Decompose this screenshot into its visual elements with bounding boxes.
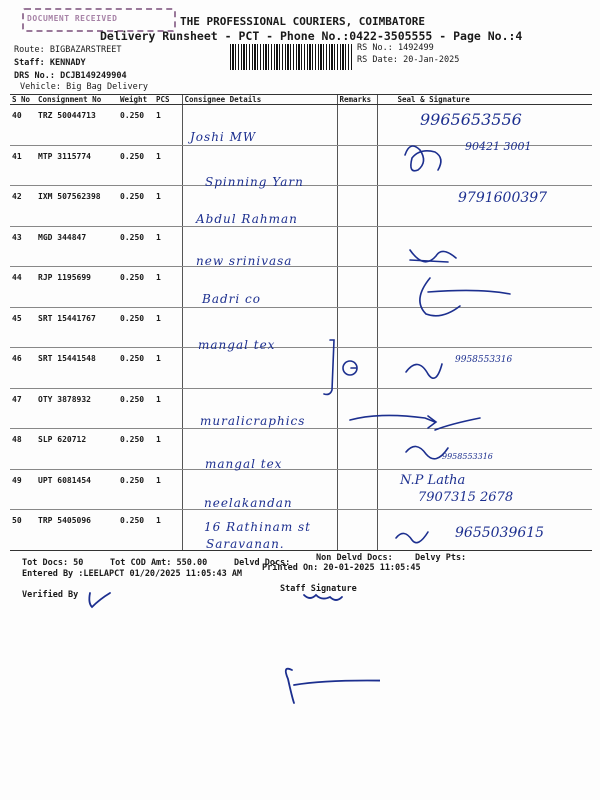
stamp-text: DOCUMENT RECEIVED — [27, 14, 118, 23]
weight: 0.250 — [118, 307, 154, 348]
rs-date-line — [357, 55, 459, 65]
weight: 0.250 — [118, 267, 154, 308]
rs-no-label: RS No.: — [357, 43, 393, 53]
staff-signature-label: Staff Signature — [280, 584, 357, 594]
weight: 0.250 — [118, 226, 154, 267]
pcs: 1 — [154, 105, 182, 146]
sno: 50 — [10, 510, 36, 551]
col-weight: Weight — [118, 95, 154, 105]
handwritten-signature: 7907315 2678 — [418, 490, 514, 505]
delvy-pts: Delvy Pts: — [415, 553, 467, 563]
route-value: BIGBAZARSTREET — [49, 45, 122, 55]
pcs: 1 — [154, 145, 182, 186]
rs-no-line — [357, 43, 434, 53]
handwritten-consignee: 16 Rathinam st — [204, 520, 311, 534]
drs-line — [14, 71, 127, 81]
sno: 45 — [10, 307, 36, 348]
consignment-no: IXM 507562398 — [36, 186, 118, 227]
col-consignee: Consignee Details — [182, 95, 337, 105]
pcs: 1 — [154, 429, 182, 470]
pcs: 1 — [154, 348, 182, 389]
sno: 47 — [10, 388, 36, 429]
rs-no-value: 1492499 — [397, 43, 434, 53]
consignment-no: MTP 3115774 — [36, 145, 118, 186]
footer-signatures — [80, 585, 380, 715]
pcs: 1 — [154, 226, 182, 267]
tot-cod: Tot COD Amt: 550.00 — [110, 558, 208, 568]
handwritten-consignee: Saravanan. — [206, 537, 285, 551]
col-remarks: Remarks — [337, 95, 377, 105]
col-consignment: Consignment No — [36, 95, 118, 105]
sno: 42 — [10, 186, 36, 227]
pcs: 1 — [154, 469, 182, 510]
consignment-no: RJP 1195699 — [36, 267, 118, 308]
pcs: 1 — [154, 186, 182, 227]
col-signature: Seal & Signature — [377, 95, 592, 105]
route-line — [14, 45, 122, 55]
staff-value: KENNADY — [49, 58, 86, 68]
vehicle-line — [20, 82, 148, 92]
handwritten-consignee: Badri co — [202, 292, 261, 306]
non-delvd-docs: Non Delvd Docs: — [316, 553, 393, 563]
handwritten-consignee: Abdul Rahman — [196, 212, 298, 226]
weight: 0.250 — [118, 105, 154, 146]
rs-date-value: 20-Jan-2025 — [403, 55, 460, 65]
runsheet-title: Delivery Runsheet - PCT - Phone No.:0422-3505555 - Page No.:4 — [100, 29, 523, 43]
consignment-no: MGD 344847 — [36, 226, 118, 267]
consignment-no: SLP 620712 — [36, 429, 118, 470]
consignment-no: TRP 5405096 — [36, 510, 118, 551]
vehicle-value: Big Bag Delivery — [66, 82, 148, 92]
weight: 0.250 — [118, 145, 154, 186]
consignment-no: TRZ 50044713 — [36, 105, 118, 146]
rs-date-label: RS Date: — [357, 55, 398, 65]
sno: 40 — [10, 105, 36, 146]
sno: 46 — [10, 348, 36, 389]
printed-on: Printed On: 20-01-2025 11:05:45 — [262, 563, 421, 573]
tot-docs: Tot Docs: 50 — [22, 558, 84, 568]
sno: 49 — [10, 469, 36, 510]
sno: 48 — [10, 429, 36, 470]
consignment-no: SRT 15441767 — [36, 307, 118, 348]
weight: 0.250 — [118, 429, 154, 470]
entered-by: Entered By :LEELAPCT 01/20/2025 11:05:43 AM — [22, 569, 243, 579]
handwritten-signature: 9791600397 — [458, 190, 548, 206]
handwritten-consignee: mangal tex — [198, 338, 276, 352]
weight: 0.250 — [118, 348, 154, 389]
drs-value: DCJB149249904 — [60, 71, 127, 81]
weight: 0.250 — [118, 510, 154, 551]
handwritten-consignee: new srinivasa — [196, 254, 293, 268]
handwritten-signature: 9655039615 — [455, 525, 545, 541]
staff-line — [14, 58, 86, 68]
weight: 0.250 — [118, 186, 154, 227]
handwritten-consignee: Joshi MW — [190, 130, 257, 144]
verified-by-label: Verified By — [22, 590, 79, 600]
drs-label: DRS No.: — [14, 71, 55, 81]
pcs: 1 — [154, 388, 182, 429]
pcs: 1 — [154, 267, 182, 308]
consignment-no: UPT 6081454 — [36, 469, 118, 510]
handwritten-consignee: neelakandan — [204, 496, 293, 510]
handwritten-signature: 9958553316 — [442, 452, 493, 461]
handwritten-signature: N.P Latha — [400, 473, 466, 488]
staff-label: Staff: — [14, 58, 45, 68]
weight: 0.250 — [118, 469, 154, 510]
handwritten-consignee: muralicraphics — [200, 414, 306, 428]
handwritten-signature: 9958553316 — [455, 355, 513, 365]
pcs: 1 — [154, 510, 182, 551]
handwritten-consignee: mangal tex — [205, 457, 283, 471]
sno: 41 — [10, 145, 36, 186]
col-sno: S No — [10, 95, 36, 105]
vehicle-label: Vehicle: — [20, 82, 61, 92]
weight: 0.250 — [118, 388, 154, 429]
barcode — [230, 44, 352, 70]
handwritten-signature: 9965653556 — [420, 110, 522, 129]
route-label: Route: — [14, 45, 45, 55]
sno: 43 — [10, 226, 36, 267]
pcs: 1 — [154, 307, 182, 348]
consignment-no: SRT 15441548 — [36, 348, 118, 389]
handwritten-consignee: Spinning Yarn — [205, 175, 304, 189]
company-name: THE PROFESSIONAL COURIERS, COIMBATORE — [180, 15, 426, 28]
col-pcs: PCS — [154, 95, 182, 105]
consignment-no: OTY 3878932 — [36, 388, 118, 429]
handwritten-signature: 90421 3001 — [465, 140, 532, 153]
handwritten-marks — [180, 100, 600, 560]
delvd-docs: Delvd Docs: — [234, 558, 291, 568]
sno: 44 — [10, 267, 36, 308]
